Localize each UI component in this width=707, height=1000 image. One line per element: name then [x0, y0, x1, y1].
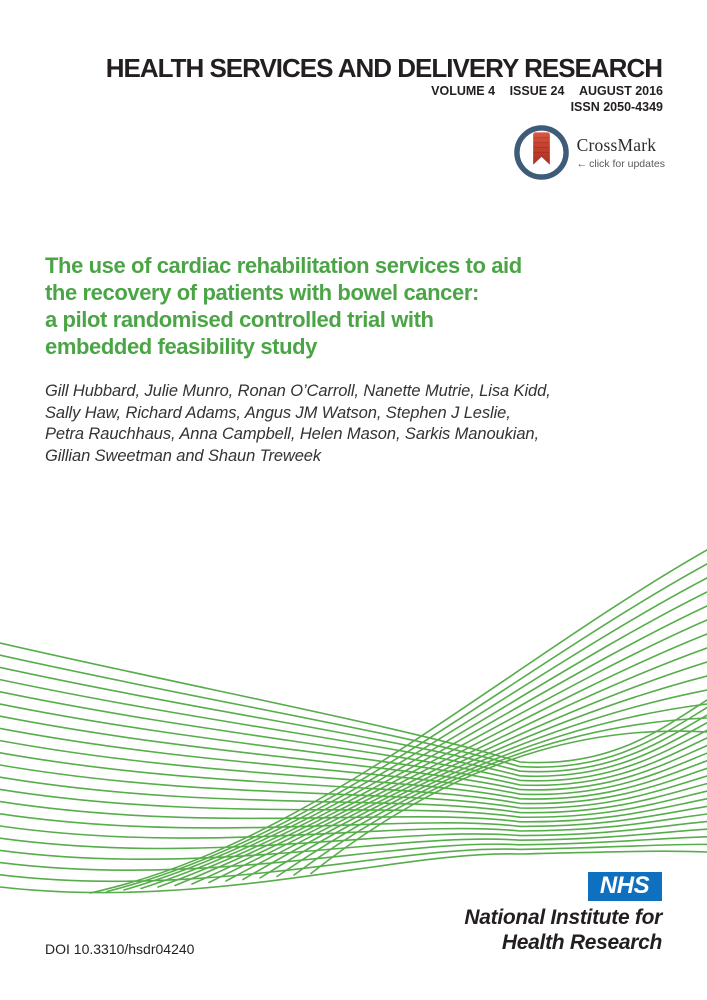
article-title-line: a pilot randomised controlled trial with [45, 307, 434, 332]
article-title-line: embedded feasibility study [45, 334, 318, 359]
crossmark-wordmark: CrossMark [576, 135, 657, 155]
journal-title: HEALTH SERVICES AND DELIVERY RESEARCH [105, 53, 662, 84]
author-line: Gill Hubbard, Julie Munro, Ronan O’Carroll, Nanette Mutrie, Lisa Kidd, [45, 382, 551, 400]
author-line: Gillian Sweetman and Shaun Treweek [45, 446, 322, 465]
article-title-line: the recovery of patients with bowel cancer: [45, 280, 479, 305]
nihr-wordmark: National Institute for Health Research [464, 906, 662, 954]
nhs-logo-box: NHS [588, 872, 662, 901]
issn-label: ISSN 2050-4349 [570, 100, 663, 114]
crossmark-badge[interactable] [513, 124, 665, 181]
doi-label: DOI 10.3310/hsdr04240 [45, 941, 195, 957]
nihr-logo-block [464, 872, 662, 955]
article-title [45, 252, 522, 360]
author-line: Petra Rauchhaus, Anna Campbell, Helen Mason, Sarkis Manoukian, [45, 425, 539, 443]
date-label: AUGUST 2016 [578, 84, 663, 98]
issue-label: ISSUE 24 [509, 84, 565, 98]
article-title-line: The use of cardiac rehabilitation services to aid [45, 253, 522, 278]
author-list [45, 381, 551, 467]
crossmark-icon [513, 124, 570, 181]
author-line: Sally Haw, Richard Adams, Angus JM Watson, Stephen J Leslie, [45, 403, 511, 422]
left-arrow-icon: ← [576, 158, 588, 170]
volume-label: VOLUME 4 [431, 84, 496, 98]
issue-info-row [431, 84, 663, 98]
crossmark-tagline: ← click for updates [576, 158, 665, 170]
